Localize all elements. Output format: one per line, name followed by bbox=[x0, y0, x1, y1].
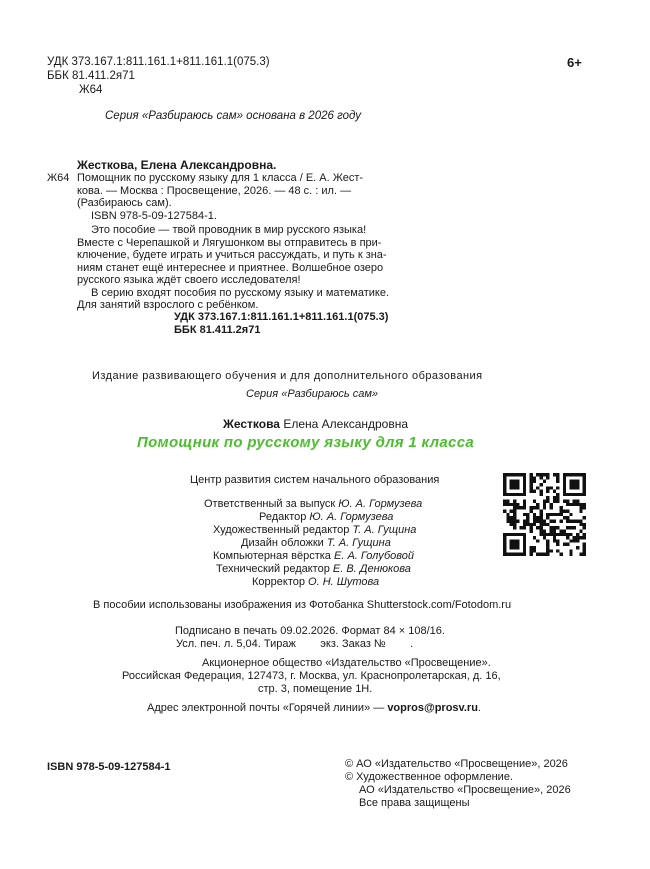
footer-isbn: ISBN 978-5-09-127584-1 bbox=[47, 761, 171, 773]
header-udk: УДК 373.167.1:811.161.1+811.161.1(075.3) bbox=[47, 56, 270, 68]
series-name: Серия «Разбираюсь сам» bbox=[246, 388, 378, 400]
publisher-line: Российская Федерация, 127473, г. Москва, ул. Краснопролетарская, д. 16, bbox=[122, 670, 501, 682]
publisher-line: Акционерное общество «Издательство «Просвещение». bbox=[202, 657, 491, 669]
author-surname: Жесткова bbox=[223, 417, 280, 431]
card-line: Помощник по русскому языку для 1 класса / Е. А. Жест- bbox=[77, 172, 364, 184]
images-note: В пособии использованы изображения из Фотобанка Shutterstock.com/Fotodom.ru bbox=[93, 599, 512, 611]
signed-to-print: Подписано в печать 09.02.2026. Формат 84 × 108/16. bbox=[175, 625, 445, 637]
publishing-center: Центр развития систем начального образования bbox=[190, 474, 440, 486]
copyright-line: © АО «Издательство «Просвещение», 2026 bbox=[345, 758, 568, 770]
card-line: Это пособие — твой проводник в мир русского языка! bbox=[91, 224, 367, 236]
card-bbk: ББК 81.411.2я71 bbox=[174, 324, 261, 336]
card-mark: Ж64 bbox=[47, 172, 70, 184]
credit-line: Редактор Ю. А. Гормузева bbox=[259, 511, 394, 523]
card-line: кова. — Москва : Просвещение, 2026. — 48 с. : ил. — bbox=[77, 184, 352, 197]
print-sheets: Усл. печ. л. 5,04. Тираж экз. Заказ № . bbox=[176, 638, 414, 650]
card-isbn: ISBN 978-5-09-127584-1. bbox=[91, 210, 217, 222]
card-line: русского языка ждёт своего исследователя! bbox=[77, 274, 301, 286]
copyright-line: © Художественное оформление. bbox=[345, 771, 513, 783]
credit-line: Ответственный за выпуск Ю. А. Гормузева bbox=[204, 498, 423, 510]
credit-line: Художественный редактор Т. А. Гущина bbox=[213, 524, 417, 536]
card-line: ключение, будете играть и учиться рассуждать, и путь к зна- bbox=[77, 249, 387, 261]
book-title: Помощник по русскому языку для 1 класса bbox=[137, 434, 474, 451]
credit-line: Корректор О. Н. Шутова bbox=[252, 576, 380, 588]
qr-code-icon bbox=[503, 473, 586, 556]
hotline: Адрес электронной почты «Горячей линии» — vopros@prosv.ru. bbox=[147, 702, 481, 714]
card-author: Жесткова, Елена Александровна. bbox=[77, 158, 277, 172]
header-author-mark: Ж64 bbox=[79, 84, 103, 96]
hotline-email[interactable]: vopros@prosv.ru bbox=[387, 702, 478, 714]
card-line: ниям станет ещё интереснее и приятнее. Волшебное озеро bbox=[77, 261, 384, 274]
copyright-line: АО «Издательство «Просвещение», 2026 bbox=[359, 784, 571, 796]
card-line: Вместе с Черепашкой и Лягушонком вы отправитесь в при- bbox=[77, 236, 382, 249]
series-note: Серия «Разбираюсь сам» основана в 2026 году bbox=[105, 110, 361, 122]
card-line: В серию входят пособия по русскому языку и математике. bbox=[91, 286, 390, 299]
card-line: Для занятий взрослого с ребёнком. bbox=[77, 299, 259, 311]
header-bbk: ББК 81.411.2я71 bbox=[47, 70, 135, 82]
author-name: Елена Александровна bbox=[283, 417, 409, 431]
edition-author bbox=[223, 417, 408, 431]
age-rating: 6+ bbox=[567, 55, 582, 70]
credit-line: Дизайн обложки Т. А. Гущина bbox=[241, 537, 391, 549]
credit-line: Технический редактор Е. В. Денюкова bbox=[216, 563, 411, 575]
edition-type: Издание развивающего обучения и для дополнительного образования bbox=[92, 370, 483, 382]
credit-line: Компьютерная вёрстка Е. А. Голубовой bbox=[213, 550, 415, 562]
card-line: (Разбираюсь сам). bbox=[77, 197, 172, 209]
publisher-line: стр. 3, помещение 1Н. bbox=[258, 683, 373, 695]
card-udk: УДК 373.167.1:811.161.1+811.161.1(075.3) bbox=[174, 311, 389, 323]
copyright-line: Все права защищены bbox=[359, 797, 470, 809]
